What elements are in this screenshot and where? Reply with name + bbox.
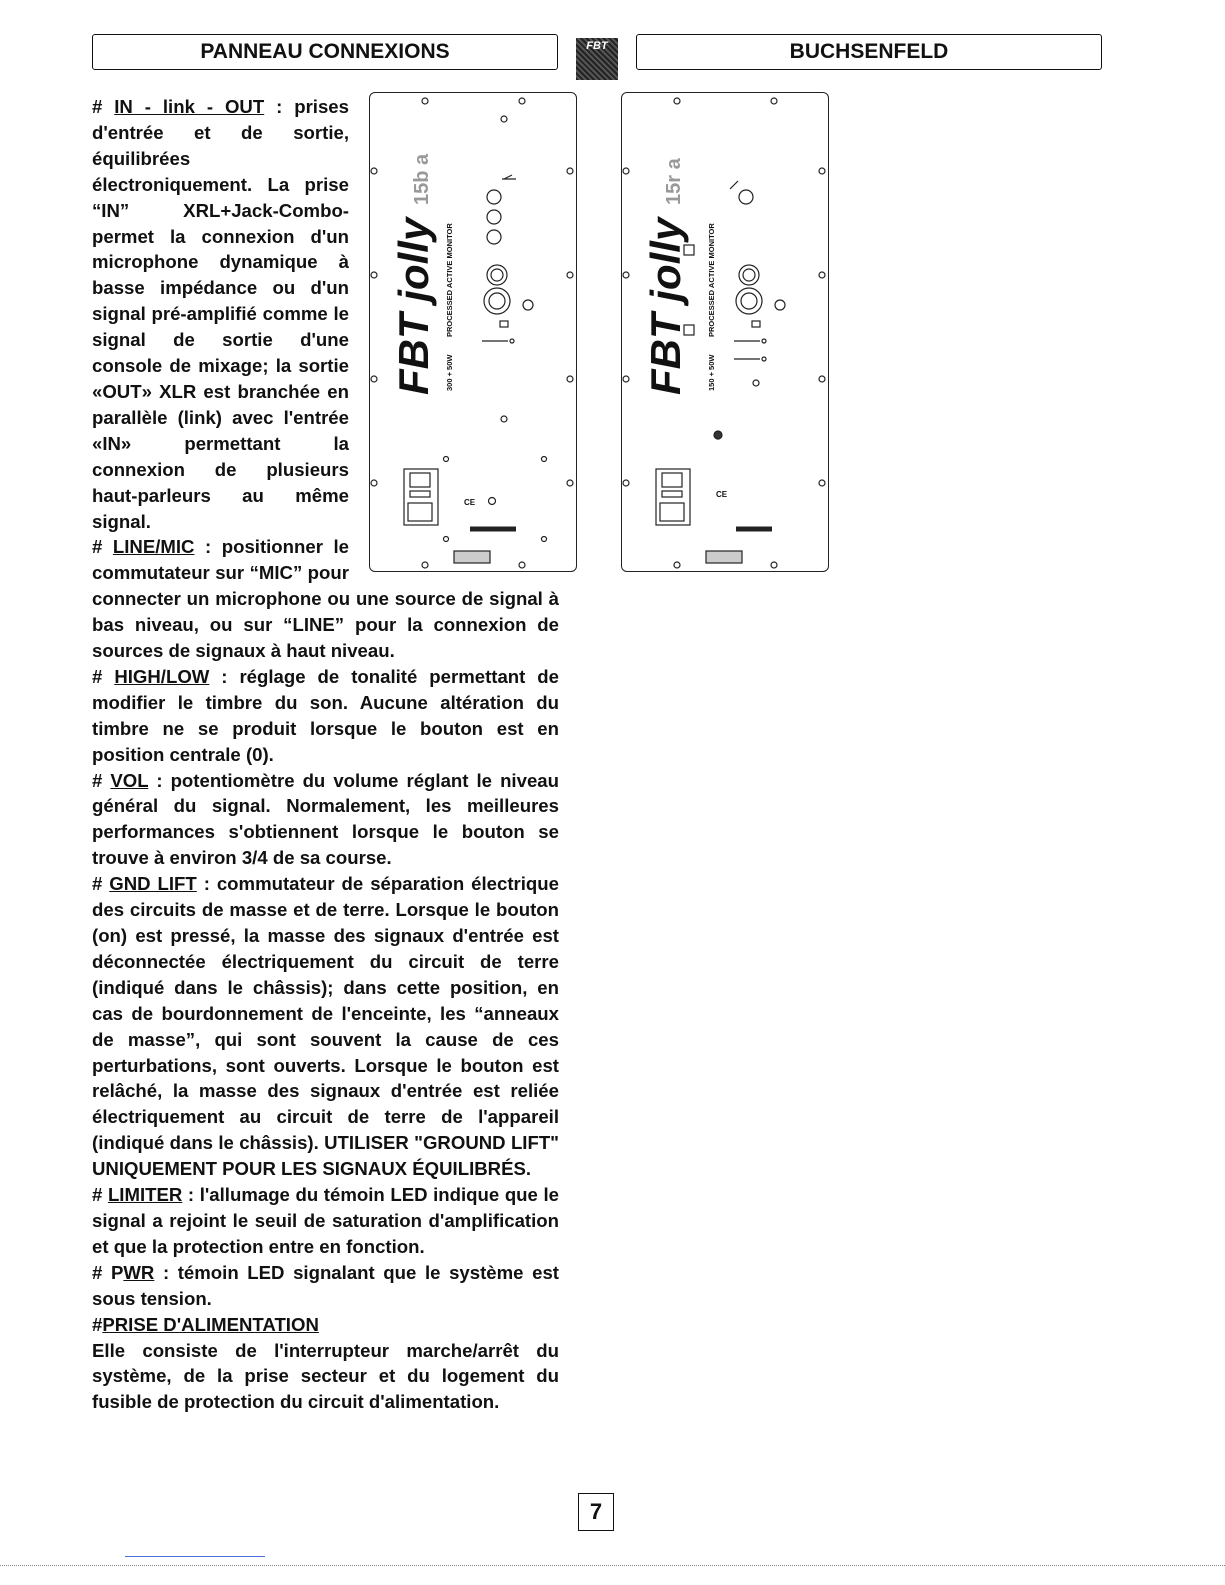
panel-power: 150 + 50W	[707, 354, 716, 391]
ce-mark: CE	[716, 490, 728, 499]
panel-subtitle: PROCESSED ACTIVE MONITOR	[707, 223, 716, 337]
section-vol: # VOL : potentiomètre du volume réglant le niveau général du signal. Normalement, les meilleures performances s'obtiennent lorsque le bouton se trouve à environ 3/4 de sa course.	[92, 769, 559, 869]
page-number: 7	[578, 1493, 614, 1531]
panel-wrap-spacer	[349, 94, 559, 586]
rear-panel-drawing	[622, 93, 830, 573]
section-prise-alimentation-body: Elle consiste de l'interrupteur marche/arrêt du système, de la prise secteur et du logement du fusible de protection du circuit d'alimentation.	[92, 1339, 559, 1413]
section-title-german: BUCHSENFELD	[636, 34, 1102, 70]
section-pwr: # PWR : témoin LED signalant que le système est sous tension.	[92, 1261, 559, 1309]
section-title: WR	[123, 1261, 155, 1283]
section-line-mic: # LINE/MIC : positionner le commutateur sur “MIC” pour connecter un microphone ou une source de signal à bas niveau, ou sur “LINE” pour la connexion de sources de signaux à haut niveau.	[92, 536, 559, 662]
section-prise-alimentation: #PRISE D'ALIMENTATION	[92, 1313, 319, 1335]
panel-brand: FBT jolly	[642, 217, 689, 395]
section-title: VOL	[110, 769, 149, 791]
rear-panel-jolly-15ra	[621, 92, 829, 572]
section-title: IN - link - OUT	[114, 96, 265, 117]
bottom-rule	[0, 1565, 1225, 1566]
fbt-logo: FBT	[576, 38, 618, 80]
panel-brand: FBT jolly	[390, 217, 437, 395]
section-title: LINE/MIC	[112, 536, 195, 558]
section-title-french: PANNEAU CONNEXIONS	[92, 34, 558, 70]
bottom-link-mark	[125, 1556, 265, 1557]
panel-subtitle: PROCESSED ACTIVE MONITOR	[445, 223, 454, 337]
panel-power: 300 + 50W	[445, 354, 454, 391]
section-title: GND LIFT	[109, 873, 197, 895]
text-column	[92, 94, 559, 1415]
panel-model: 15b a	[411, 153, 433, 205]
section-in-link-out: # IN - link - OUT : prises d'entrée et de sortie, équilibrées électroniquement. La prise “IN” XRL+Jack-Combo- permet la connexion d'un microphone dynamique à basse impédance ou d'un signal pré-amplifié comme le signal de sortie d'une console de mixage; la sortie «OUT» XLR est branchée en parallèle (link) avec l'entrée «IN» permettant la connexion de plusieurs haut-parleurs au même signal.	[92, 96, 349, 532]
section-title: PRISE D'ALIMENTATION	[102, 1313, 319, 1335]
ce-mark: CE	[464, 498, 476, 507]
section-title: HIGH/LOW	[114, 665, 210, 687]
panel-model: 15r a	[663, 158, 685, 205]
section-high-low: # HIGH/LOW : réglage de tonalité permettant de modifier le timbre du son. Aucune altération du timbre ne se produit lorsque le bouton est en position centrale (0).	[92, 665, 560, 765]
section-limiter: # LIMITER : l'allumage du témoin LED indique que le signal a rejoint le seuil de saturation d'amplification et que la protection entre en fonction.	[92, 1184, 559, 1257]
section-title: LIMITER	[107, 1184, 183, 1206]
section-gnd-lift: # GND LIFT : commutateur de séparation électrique des circuits de masse et de terre. Lorsque le bouton (on) est pressé, la masse des signaux d'entrée est déconnectée électriquement du circuit de terre (indiqué dans le châssis); dans cette position, en cas de bourdonnement de l'enceinte, les “anneaux de masse”, qui sont souvent la cause de ces perturbations, sont ouverts. Lorsque le bouton est relâché, la masse des signaux d'entrée est reliée électriquement au circuit de terre de l'appareil (indiqué dans le châssis). UTILISER "GROUND LIFT" UNIQUEMENT POUR LES SIGNAUX ÉQUILIBRÉS.	[92, 873, 559, 1180]
